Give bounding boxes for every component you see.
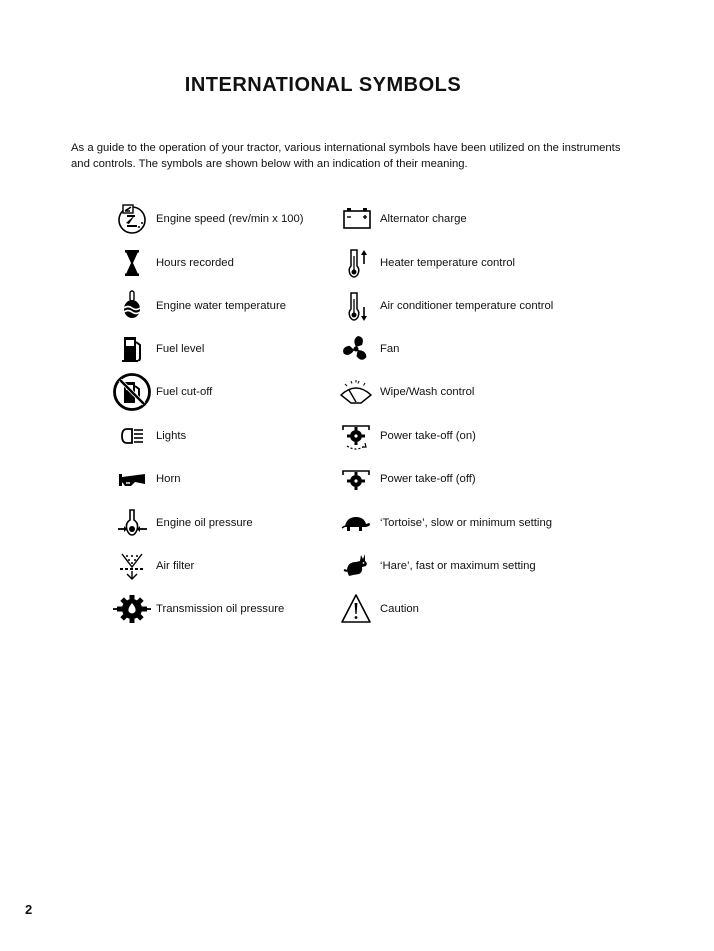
- symbol-row: [336, 202, 467, 236]
- engine-speed-icon: [112, 202, 152, 236]
- symbol-label: Fuel cut-off: [156, 386, 213, 398]
- symbol-row: [336, 332, 399, 366]
- symbol-row: [112, 332, 204, 366]
- wiper-icon: [336, 375, 376, 409]
- symbol-row: [112, 462, 181, 496]
- symbol-label: ‘Tortoise’, slow or minimum setting: [380, 517, 553, 529]
- symbol-label: Fuel level: [156, 343, 205, 355]
- symbol-row: [336, 506, 552, 540]
- symbol-label: Engine water temperature: [156, 300, 286, 312]
- symbol-row: [336, 289, 553, 323]
- symbol-row: [112, 506, 253, 540]
- symbol-label: Hours recorded: [156, 257, 234, 269]
- thermometer-up-icon: [336, 246, 376, 280]
- symbol-row: [112, 202, 304, 236]
- symbol-label: Transmission oil pressure: [156, 603, 285, 615]
- symbol-label: Power take-off (off): [380, 473, 476, 485]
- symbol-row: [112, 592, 284, 626]
- page-number: 2: [25, 902, 33, 917]
- symbol-label: Power take-off (on): [380, 430, 476, 442]
- hare-icon: [336, 549, 376, 583]
- symbol-label: Engine oil pressure: [156, 517, 253, 529]
- symbol-row: [336, 419, 476, 453]
- symbol-row: [112, 419, 186, 453]
- symbol-label: Alternator charge: [380, 213, 467, 225]
- symbol-label: Heater temperature control: [380, 257, 516, 269]
- symbol-row: [336, 549, 536, 583]
- fan-icon: [336, 332, 376, 366]
- symbol-label: Fan: [380, 343, 400, 355]
- pto-off-icon: [336, 462, 376, 496]
- symbol-label: Air conditioner temperature control: [380, 300, 554, 312]
- symbol-label: Caution: [380, 603, 419, 615]
- symbol-label: Horn: [156, 473, 181, 485]
- horn-icon: [112, 462, 152, 496]
- symbol-row: [112, 375, 212, 409]
- symbol-label: Lights: [156, 430, 187, 442]
- transmission-oil-icon: [112, 592, 152, 626]
- symbol-label: Engine speed (rev/min x 100): [156, 213, 304, 225]
- caution-triangle-icon: [336, 592, 376, 626]
- symbol-row: [112, 289, 286, 323]
- thermometer-down-icon: [336, 289, 376, 323]
- symbol-row: [112, 549, 194, 583]
- air-filter-icon: [112, 549, 152, 583]
- tortoise-icon: [336, 506, 376, 540]
- symbol-label: ‘Hare’, fast or maximum setting: [380, 560, 536, 572]
- symbol-row: [336, 246, 515, 280]
- symbol-label: Air filter: [156, 560, 195, 572]
- symbol-row: [336, 375, 474, 409]
- water-temperature-icon: [112, 289, 152, 323]
- battery-icon: [336, 202, 376, 236]
- symbol-row: [336, 462, 476, 496]
- fuel-cutoff-icon: [112, 375, 152, 409]
- symbol-row: [336, 592, 419, 626]
- page-title: INTERNATIONAL SYMBOLS: [184, 74, 462, 96]
- fuel-pump-icon: [112, 332, 152, 366]
- intro-paragraph: As a guide to the operation of your tractor, various international symbols have been utilized on the instruments and controls. The symbols are shown below with an indication of their meaning.: [71, 142, 621, 170]
- hourglass-icon: [112, 246, 152, 280]
- symbol-label: Wipe/Wash control: [380, 386, 475, 398]
- symbol-row: [112, 246, 234, 280]
- headlight-icon: [112, 419, 152, 453]
- oil-pressure-icon: [112, 506, 152, 540]
- pto-on-icon: [336, 419, 376, 453]
